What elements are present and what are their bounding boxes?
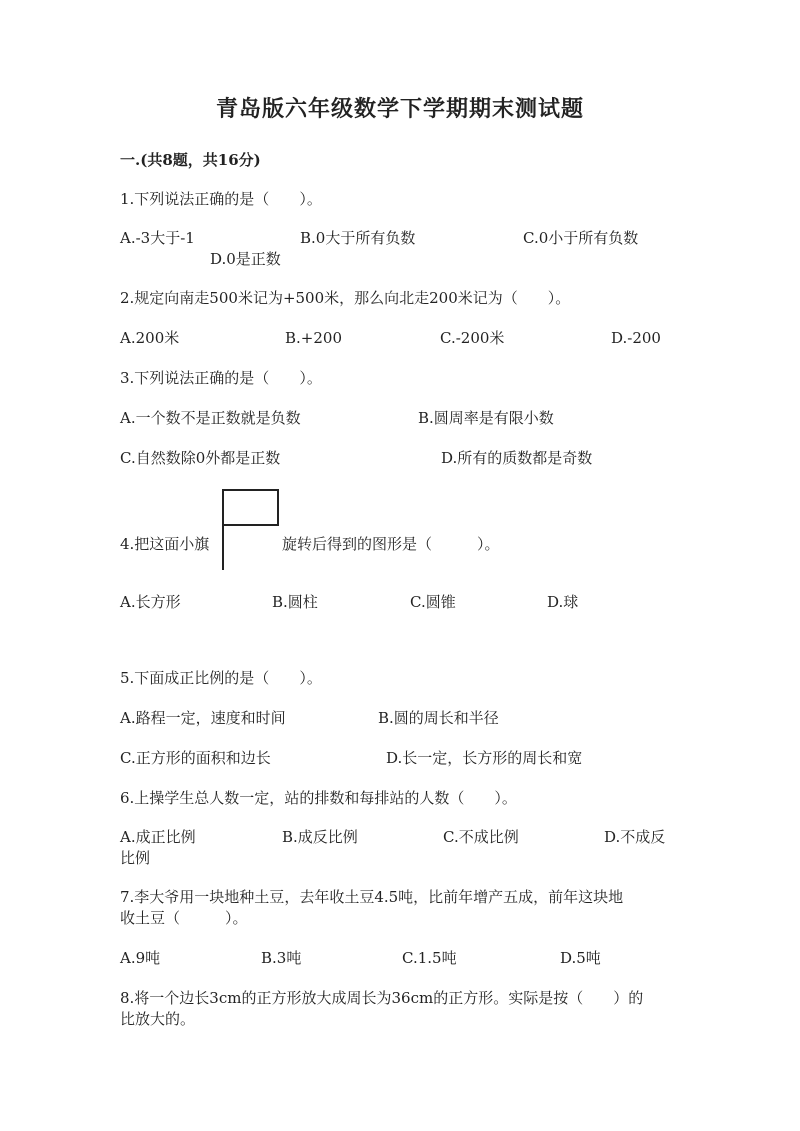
question-7-stem-line-2: 收土豆（ ）。 bbox=[120, 909, 248, 927]
page-title: 青岛版六年级数学下学期期末测试题 bbox=[215, 97, 584, 122]
question-7-option-b[interactable]: B.3吨 bbox=[261, 949, 302, 967]
question-3-option-a[interactable]: A.一个数不是正数就是负数 bbox=[120, 409, 301, 427]
question-6-option-b[interactable]: B.成反比例 bbox=[282, 828, 358, 846]
question-4-option-a[interactable]: A.长方形 bbox=[120, 593, 181, 611]
question-4-option-c[interactable]: C.圆锥 bbox=[410, 593, 456, 611]
question-7-option-c[interactable]: C.1.5吨 bbox=[402, 949, 457, 967]
question-4-option-b[interactable]: B.圆柱 bbox=[272, 593, 318, 611]
flag-figure bbox=[218, 488, 282, 572]
question-1-option-b[interactable]: B.0大于所有负数 bbox=[300, 229, 416, 247]
question-4-stem-start: 4.把这面小旗 bbox=[120, 535, 210, 553]
question-1-stem: 1.下列说法正确的是（ ）。 bbox=[120, 190, 322, 208]
question-6-option-a[interactable]: A.成正比例 bbox=[120, 828, 196, 846]
question-2-option-c[interactable]: C.-200米 bbox=[440, 329, 505, 347]
question-5-option-b[interactable]: B.圆的周长和半径 bbox=[378, 709, 499, 727]
question-7-option-a[interactable]: A.9吨 bbox=[120, 949, 161, 967]
question-5-option-d[interactable]: D.长一定，长方形的周长和宽 bbox=[386, 749, 583, 767]
question-6-option-c[interactable]: C.不成比例 bbox=[443, 828, 519, 846]
question-6-stem: 6.上操学生总人数一定，站的排数和每排站的人数（ ）。 bbox=[120, 789, 517, 807]
question-6-option-d[interactable]: D.不成反 bbox=[604, 828, 666, 846]
question-2-stem: 2.规定向南走500米记为+500米，那么向北走200米记为（ ）。 bbox=[120, 289, 571, 307]
question-6-option-d-wrap: 比例 bbox=[120, 849, 151, 867]
question-2-option-d[interactable]: D.-200 bbox=[611, 329, 661, 347]
question-5-option-a[interactable]: A.路程一定，速度和时间 bbox=[120, 709, 286, 727]
question-1-option-c[interactable]: C.0小于所有负数 bbox=[523, 229, 639, 247]
question-5-stem: 5.下面成正比例的是（ ）。 bbox=[120, 669, 322, 687]
question-3-option-d[interactable]: D.所有的质数都是奇数 bbox=[441, 449, 593, 467]
question-7-stem-line-1: 7.李大爷用一块地种土豆，去年收土豆4.5吨，比前年增产五成，前年这块地 bbox=[120, 888, 624, 906]
question-4-stem-end: 旋转后得到的图形是（ ）。 bbox=[282, 535, 500, 553]
question-2-option-b[interactable]: B.+200 bbox=[285, 329, 342, 347]
question-4-option-d[interactable]: D.球 bbox=[547, 593, 579, 611]
question-7-option-d[interactable]: D.5吨 bbox=[560, 949, 601, 967]
section-heading: 一.(共8题，共16分) bbox=[120, 151, 261, 169]
flag-banner bbox=[223, 490, 278, 525]
question-5-option-c[interactable]: C.正方形的面积和边长 bbox=[120, 749, 271, 767]
question-1-option-a[interactable]: A.-3大于-1 bbox=[120, 229, 195, 247]
question-3-option-b[interactable]: B.圆周率是有限小数 bbox=[418, 409, 554, 427]
question-1-option-d[interactable]: D.0是正数 bbox=[210, 250, 281, 268]
question-8-stem-line-1: 8.将一个边长3cm的正方形放大成周长为36cm的正方形。实际是按（ ）的 bbox=[120, 989, 644, 1007]
question-8-stem-line-2: 比放大的。 bbox=[120, 1010, 196, 1028]
question-3-option-c[interactable]: C.自然数除0外都是正数 bbox=[120, 449, 281, 467]
question-2-option-a[interactable]: A.200米 bbox=[120, 329, 180, 347]
question-3-stem: 3.下列说法正确的是（ ）。 bbox=[120, 369, 322, 387]
